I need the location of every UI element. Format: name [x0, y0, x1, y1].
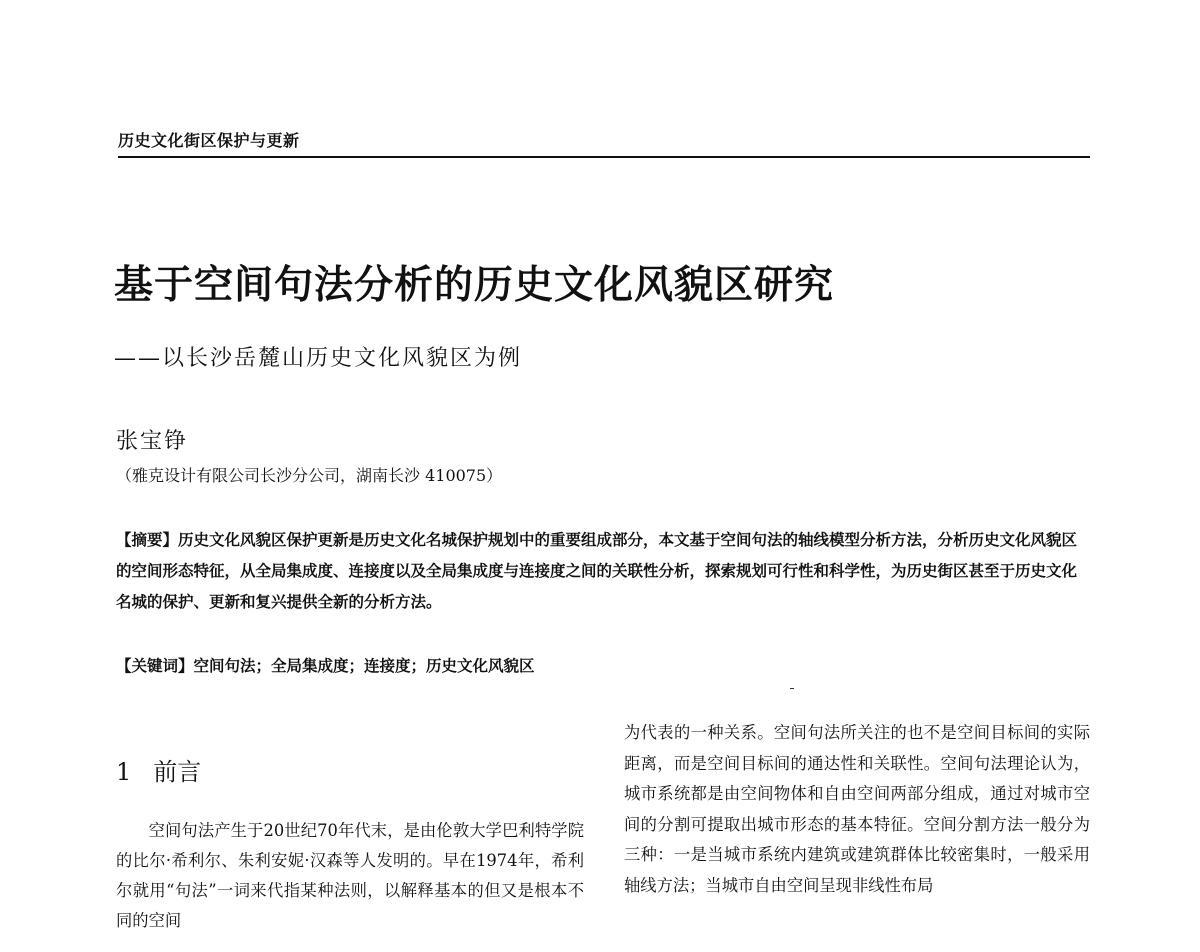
scan-speck [790, 688, 794, 689]
keywords-text: 空间句法；全局集成度；连接度；历史文化风貌区 [193, 656, 535, 675]
author-name: 张宝铮 [116, 429, 189, 454]
author-affiliation: （雅克设计有限公司长沙分公司，湖南长沙 410075） [116, 466, 503, 485]
abstract-text: 历史文化风貌区保护更新是历史文化名城保护规划中的重要组成部分，本文基于空间句法的轴线模型分析方法，分析历史文化风貌区的空间形态特征，从全局集成度、连接度以及全局集成度与连接度之间的关联性分析，探索规划可行性和科学性，为历史街区甚至于历史文化名城的保护、更新和复兴提供全新的分析方法。 [116, 530, 1078, 611]
body-paragraph: 为代表的一种关系。空间句法所关注的也不是空间目标间的实际距离，而是空间目标间的通达性和关联性。空间句法理论认为，城市系统都是由空间物体和自由空间两部分组成，通过对城市空间的分割可提取出城市形态的基本特征。空间分割方法一般分为三种：一是当城市系统内建筑或建筑群体比较密集时，一般采用轴线方法；当城市自由空间呈现非线性布局 [624, 723, 1090, 895]
article-title: 基于空间句法分析的历史文化风貌区研究 [114, 263, 835, 308]
body-column-left [116, 816, 584, 936]
abstract-label: 【摘要】 [116, 530, 179, 549]
section-number: 1 [116, 758, 132, 786]
article-subtitle: ——以长沙岳麓山历史文化风貌区为例 [114, 346, 523, 371]
keywords-label: 【关键词】 [116, 656, 194, 675]
header-rule [118, 156, 1090, 158]
abstract [116, 524, 1090, 617]
body-column-right [624, 718, 1090, 902]
keywords [116, 654, 535, 676]
section-title: 前言 [153, 758, 202, 786]
section-heading [116, 752, 201, 787]
body-paragraph: 空间句法产生于20世纪70年代末，是由伦敦大学巴利特学院的比尔·希利尔、朱利安妮·汉森等人发明的。早在1974年，希利尔就用“句法”一词来代指某种法则，以解释基本的但又是根本不同的空间 [116, 821, 584, 930]
running-head: 历史文化街区保护与更新 [118, 131, 300, 150]
